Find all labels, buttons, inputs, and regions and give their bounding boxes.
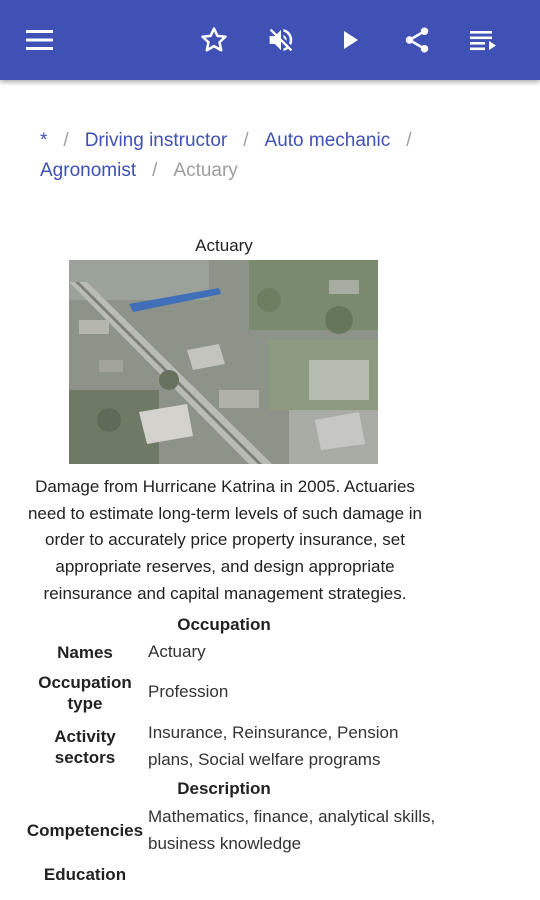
hamburger-menu-icon[interactable] bbox=[16, 16, 64, 64]
infobox-row-key: Occupation type bbox=[38, 672, 132, 713]
infobox-row bbox=[0, 638, 448, 668]
infobox-section-description: Description bbox=[177, 778, 271, 798]
share-icon[interactable] bbox=[393, 16, 441, 64]
app-bar bbox=[0, 0, 540, 80]
breadcrumb bbox=[40, 126, 510, 186]
breadcrumb-link-home[interactable]: * bbox=[40, 130, 48, 151]
infobox-row-key: Education bbox=[43, 865, 127, 885]
article-content bbox=[0, 80, 540, 900]
infobox-row-value: Insurance, Reinsurance, Pension plans, Social welfare programs bbox=[148, 723, 399, 769]
breadcrumb-separator: / bbox=[406, 130, 412, 151]
playlist-icon[interactable] bbox=[460, 16, 508, 64]
infobox-row bbox=[0, 668, 448, 718]
infobox-row-value: Actuary bbox=[148, 642, 206, 662]
breadcrumb-separator: / bbox=[152, 160, 158, 181]
breadcrumb-separator: / bbox=[243, 130, 249, 151]
infobox-row bbox=[0, 718, 448, 776]
infobox-section-occupation: Occupation bbox=[177, 614, 271, 634]
infobox-row-key: Names bbox=[57, 643, 113, 663]
infobox-row-key: Competencies bbox=[26, 821, 144, 841]
breadcrumb-link-driving-instructor[interactable]: Driving instructor bbox=[84, 130, 228, 151]
breadcrumb-link-agronomist[interactable]: Agronomist bbox=[40, 160, 137, 181]
infobox bbox=[0, 232, 448, 890]
breadcrumb-link-auto-mechanic[interactable]: Auto mechanic bbox=[264, 130, 391, 151]
infobox-row bbox=[0, 860, 448, 890]
infobox-row bbox=[0, 802, 448, 860]
infobox-row-value: Profession bbox=[148, 682, 229, 702]
star-outline-icon[interactable] bbox=[190, 16, 238, 64]
infobox-row-key: Activity sectors bbox=[54, 726, 116, 767]
breadcrumb-separator: / bbox=[63, 130, 69, 151]
infobox-title: Actuary bbox=[195, 236, 253, 255]
hurricane-damage-image[interactable] bbox=[69, 260, 378, 464]
play-icon[interactable] bbox=[326, 16, 374, 64]
infobox-image-caption: Damage from Hurricane Katrina in 2005. Actuaries need to estimate long-term levels of such damage in order to accurately price property insurance, set appropriate reserves, and design appropriate reinsurance and capital management strategies. bbox=[27, 477, 423, 603]
breadcrumb-current: Actuary bbox=[173, 160, 238, 181]
volume-off-icon[interactable] bbox=[257, 16, 305, 64]
infobox-row-value: Mathematics, finance, analytical skills, business knowledge bbox=[148, 807, 436, 853]
